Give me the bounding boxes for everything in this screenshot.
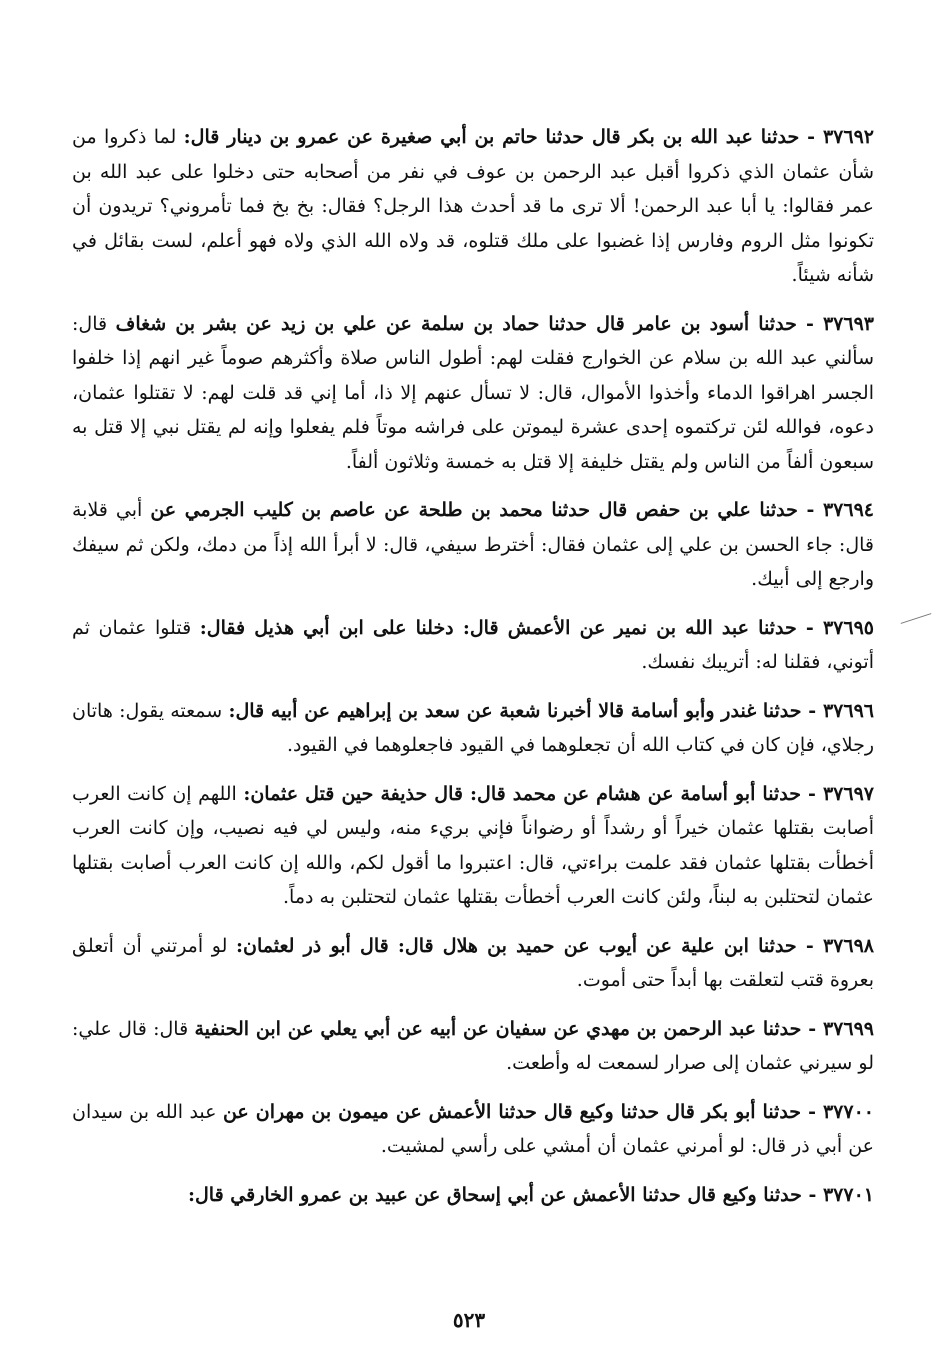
hadith-text: قتلوا عثمان ثم أتوني، فقلنا له: أتريبك نفسك.: [72, 616, 874, 673]
hadith-entry: ٣٧٧٠١ - حدثنا وكيع قال حدثنا الأعمش عن أبي إسحاق عن عبيد بن عمرو الخارقي قال:: [187, 1183, 874, 1206]
hadith-text: عبد الله بن سيدان عن أبي ذر قال: لو أمرني عثمان أن أمشي على رأسي لمشيت.: [72, 1100, 874, 1157]
hadith-entry: ٣٧٦٩٩ - حدثنا عبد الرحمن بن مهدي عن سفيان عن أبيه عن أبي يعلي عن ابن الحنفية قال: قال علي: لو سيرني عثمان إلى صرار لسمعت له وأطعت.: [72, 1017, 874, 1074]
hadith-number: ٣٧٦٩٦: [822, 699, 874, 722]
hadith-number: ٣٧٧٠٠: [822, 1100, 874, 1123]
hadith-chain: حدثنا أبو بكر قال حدثنا وكيع قال حدثنا الأعمش عن ميمون بن مهران عن: [222, 1100, 802, 1123]
page-number: ٥٢٣: [452, 1308, 486, 1332]
margin-stray-mark: [901, 613, 932, 624]
hadith-entry: ٣٧٦٩٧ - حدثنا أبو أسامة عن هشام عن محمد قال: قال حذيفة حين قتل عثمان: اللهم إن كانت العرب أصابت بقتلها عثمان خيراً أو رشداً أو رضواناً فإني بريء منه، وليس لي فيه نصيب، وإن كانت العرب أخطأت بقتلها عثمان فقد علمت براءتي، قال: اعتبروا ما أقول لكم، والله إن كانت العرب أصابت بقتلها عثمان لتحتلبن به لبناً، ولئن كانت العرب أخطأت بقتلها عثمان لتحتلبن به دماً.: [72, 782, 874, 908]
hadith-chain: حدثنا علي بن حفص قال حدثنا محمد بن طلحة عن عاصم بن كليب الجرمي عن: [150, 499, 798, 521]
hadith-chain: حدثنا أبو أسامة عن هشام عن محمد قال: قال حذيفة حين قتل عثمان:: [243, 782, 801, 805]
hadith-text: قال: سألني عبد الله بن سلام عن الخوارج فقلت لهم: أطول الناس صلاة وأكثرهم صوماً غير انهم إذا خلفوا الجسر اهراقوا الدماء وأخذوا الأموال، قال: لا تسأل عنهم إلا ذا، أما إني قد قلت لهم: لا تقتلوا عثمان، دعوه، فوالله لئن تركتموه إحدى عشرة ليموتن على فراشه موتاً فلم يفعلوا وإنه لم يقتل نبي إلا قتل به سبعون ألفاً من الناس ولم يقتل خليفة إلا قتل به خمسة وثلاثون ألفاً.: [72, 312, 874, 473]
hadith-number: ٣٧٧٠١: [822, 1183, 874, 1206]
hadith-text: أبي قلابة قال: جاء الحسن بن علي إلى عثمان فقال: أخترط سيفي، قال: لا أبرأ الله إذاً من دمك، ولكن ثم سيفك وارجع إلى أبيك.: [72, 499, 874, 590]
hadith-number: ٣٧٦٩٧: [822, 782, 874, 805]
hadith-entry: ٣٧٦٩٦ - حدثنا غندر وأبو أسامة قالا أخبرنا شعبة عن سعد بن إبراهيم عن أبيه قال: سمعته يقول: هاتان رجلاي، فإن كان في كتاب الله أن تجعلوهما في القيود فاجعلوهما في القيود.: [72, 699, 874, 756]
hadith-number: ٣٧٦٩٥: [822, 616, 874, 639]
hadith-text: لو أمرتني أن أتعلق بعروة قتب لتعلقت بها أبداً حتى أموت.: [72, 934, 874, 991]
hadith-text: لما ذكروا من شأن عثمان الذي ذكروا أقبل عبد الرحمن بن عوف في نفر من أصحابه حتى دخلوا على عبد الله بن عمر فقالوا: يا أبا عبد الرحمن! ألا ترى ما قد أحدث هذا الرجل؟ فقال: بخ بخ فما تأمروني؟ تريدون أن تكونوا مثل الروم وفارس إذا غضبوا على ملك قتلوه، قد ولاه الله الذي ولاه فهو أعلم، لست بقائل في شأنه شيئاً.: [72, 126, 874, 286]
hadith-number: ٣٧٦٩٨: [822, 934, 874, 957]
hadith-entry: ٣٧٦٩٥ - حدثنا عبد الله بن نمير عن الأعمش قال: دخلنا على ابن أبي هذيل فقال: قتلوا عثمان ثم أتوني، فقلنا له: أتريبك نفسك.: [72, 616, 874, 673]
hadith-number: ٣٧٦٩٩: [822, 1017, 874, 1040]
hadith-number: ٣٧٦٩٣: [822, 312, 874, 335]
hadith-text: اللهم إن كانت العرب أصابت بقتلها عثمان خيراً أو رشداً أو رضواناً فإني بريء منه، وليس لي فيه نصيب، وإن كانت العرب أخطأت بقتلها عثمان فقد علمت براءتي، قال: اعتبروا ما أقول لكم، والله إن كانت العرب أصابت بقتلها عثمان لتحتلبن به لبناً، ولئن كانت العرب أخطأت بقتلها عثمان لتحتلبن به دماً.: [72, 782, 874, 908]
hadith-chain: حدثنا ابن علية عن أيوب عن حميد بن هلال قال: قال أبو ذر لعثمان:: [236, 934, 797, 957]
hadith-entry: ٣٧٦٩٣ - حدثنا أسود بن عامر قال حدثنا حماد بن سلمة عن علي بن زيد عن بشر بن شغاف قال: سألني عبد الله بن سلام عن الخوارج فقلت لهم: أطول الناس صلاة وأكثرهم صوماً غير انهم إذا خلفوا الجسر اهراقوا الدماء وأخذوا الأموال، قال: لا تسأل عنهم إلا ذا، أما إني قد قلت لهم: لا تقتلوا عثمان، دعوه، فوالله لئن تركتموه إحدى عشرة ليموتن على فراشه موتاً فلم يفعلوا وإنه لم يقتل نبي إلا قتل به سبعون ألفاً من الناس ولم يقتل خليفة إلا قتل به خمسة وثلاثون ألفاً.: [72, 312, 874, 473]
hadith-entry: ٣٧٧٠٠ - حدثنا أبو بكر قال حدثنا وكيع قال حدثنا الأعمش عن ميمون بن مهران عن عبد الله بن سيدان عن أبي ذر قال: لو أمرني عثمان أن أمشي على رأسي لمشيت.: [72, 1100, 874, 1157]
hadith-number: ٣٧٦٩٢: [822, 126, 874, 148]
hadith-chain: حدثنا غندر وأبو أسامة قالا أخبرنا شعبة عن سعد بن إبراهيم عن أبيه قال:: [228, 699, 802, 722]
hadith-list: [72, 120, 874, 1226]
hadith-number: ٣٧٦٩٤: [822, 499, 874, 521]
hadith-entry: ٣٧٦٩٨ - حدثنا ابن علية عن أيوب عن حميد بن هلال قال: قال أبو ذر لعثمان: لو أمرتني أن أتعلق بعروة قتب لتعلقت بها أبداً حتى أموت.: [72, 934, 874, 991]
hadith-text: قال: قال علي: لو سيرني عثمان إلى صرار لسمعت له وأطعت.: [72, 1017, 874, 1074]
hadith-chain: حدثنا أسود بن عامر قال حدثنا حماد بن سلمة عن علي بن زيد عن بشر بن شغاف: [115, 312, 797, 335]
hadith-entry: ٣٧٦٩٢ - حدثنا عبد الله بن بكر قال حدثنا حاتم بن أبي صغيرة عن عمرو بن دينار قال: لما ذكروا من شأن عثمان الذي ذكروا أقبل عبد الرحمن بن عوف في نفر من أصحابه حتى دخلوا على عبد الله بن عمر فقالوا: يا أبا عبد الرحمن! ألا ترى ما قد أحدث هذا الرجل؟ فقال: بخ بخ فما تأمروني؟ تريدون أن تكونوا مثل الروم وفارس إذا غضبوا على ملك قتلوه، قد ولاه الله الذي ولاه فهو أعلم، لست بقائل في شأنه شيئاً.: [72, 126, 874, 286]
hadith-chain: حدثنا عبد الرحمن بن مهدي عن سفيان عن أبيه عن أبي يعلي عن ابن الحنفية: [194, 1017, 802, 1040]
hadith-text: سمعته يقول: هاتان رجلاي، فإن كان في كتاب الله أن تجعلوهما في القيود فاجعلوهما في القيود.: [72, 699, 874, 756]
hadith-chain: حدثنا وكيع قال حدثنا الأعمش عن أبي إسحاق عن عبيد بن عمرو الخارقي قال:: [187, 1183, 802, 1206]
hadith-chain: حدثنا عبد الله بن نمير عن الأعمش قال: دخلنا على ابن أبي هذيل فقال:: [199, 616, 797, 639]
hadith-chain: حدثنا عبد الله بن بكر قال حدثنا حاتم بن أبي صغيرة عن عمرو بن دينار قال:: [183, 126, 800, 148]
hadith-entry: ٣٧٦٩٤ - حدثنا علي بن حفص قال حدثنا محمد بن طلحة عن عاصم بن كليب الجرمي عن أبي قلابة قال: جاء الحسن بن علي إلى عثمان فقال: أخترط سيفي، قال: لا أبرأ الله إذاً من دمك، ولكن ثم سيفك وارجع إلى أبيك.: [72, 499, 874, 590]
